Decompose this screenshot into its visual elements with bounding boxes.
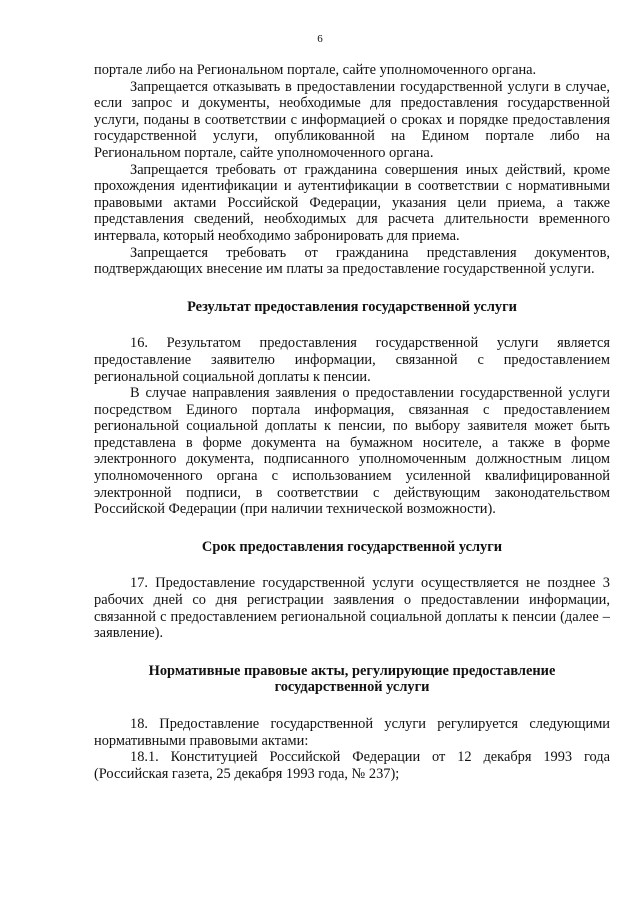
spacer (94, 642, 610, 663)
paragraph-actions-prohibited: Запрещается требовать от гражданина совершения иных действий, кроме прохождения идентификации и аутентификации в соответствии с нормативными правовыми актами Российской Федерации, указания цели приема, а также представления сведений, необходимых для расчета длительности временного интервала, который необходимо забронировать для приема. (94, 161, 610, 244)
page-number: 6 (317, 33, 323, 45)
paragraph-payment-docs-prohibited: Запрещается требовать от гражданина представления документов, подтверждающих внесение им платы за предоставление государственной услуги. (94, 244, 610, 278)
paragraph-continuation: портале либо на Региональном портале, сайте уполномоченного органа. (94, 62, 537, 78)
paragraph-18: 18. Предоставление государственной услуги регулируется следующими нормативными правовыми актами: (94, 716, 610, 749)
section-heading-term: Срок предоставления государственной услуги (201, 538, 503, 555)
document-body (94, 62, 610, 782)
section-heading-acts-line1: Нормативные правовые акты, регулирующие предоставление (148, 662, 556, 679)
spacer (94, 696, 610, 716)
spacer (94, 555, 610, 575)
paragraph-refusal-prohibited: Запрещается отказывать в предоставлении государственной услуги в случае, если запрос и документы, необходимые для предоставления государственной услуги, поданы в соответствии с информацией о сроках и порядке предоставления государственной услуги, опубликованной на Едином портале либо на Региональном портале, сайте уполномоченного органа. (94, 78, 610, 161)
spacer (94, 518, 610, 539)
section-heading-result: Результат предоставления государственной услуги (187, 298, 517, 315)
paragraph-17: 17. Предоставление государственной услуги осуществляется не позднее 3 рабочих дней со дня регистрации заявления о предоставлении информации, связанной с предоставлением региональной социальной доплаты к пенсии (далее – заявление). (94, 575, 610, 642)
spacer (94, 315, 610, 335)
spacer (94, 278, 610, 299)
section-heading-acts (94, 663, 610, 696)
paragraph-16-portal: В случае направления заявления о предоставлении государственной услуги посредством Единого портала информация, связанная с предоставлением региональной социальной доплаты к пенсии, по выбору заявителя может быть представлена в форме документа на бумажном носителе, а также в форме электронного документа, подписанного уполномоченным должностным лицом уполномоченного органа с использованием усиленной квалифицированной электронной подписи, в соответствии с действующим законодательством Российской Федерации (при наличии технической возможности). (94, 385, 610, 518)
section-heading-acts-line2: государственной услуги (274, 679, 430, 696)
paragraph-18-1: 18.1. Конституцией Российской Федерации от 12 декабря 1993 года (Российская газета, 25 декабря 1993 года, № 237); (94, 749, 610, 782)
paragraph-16: 16. Результатом предоставления государственной услуги является предоставление заявителю информации, связанной с предоставлением региональной социальной доплаты к пенсии. (94, 335, 610, 385)
